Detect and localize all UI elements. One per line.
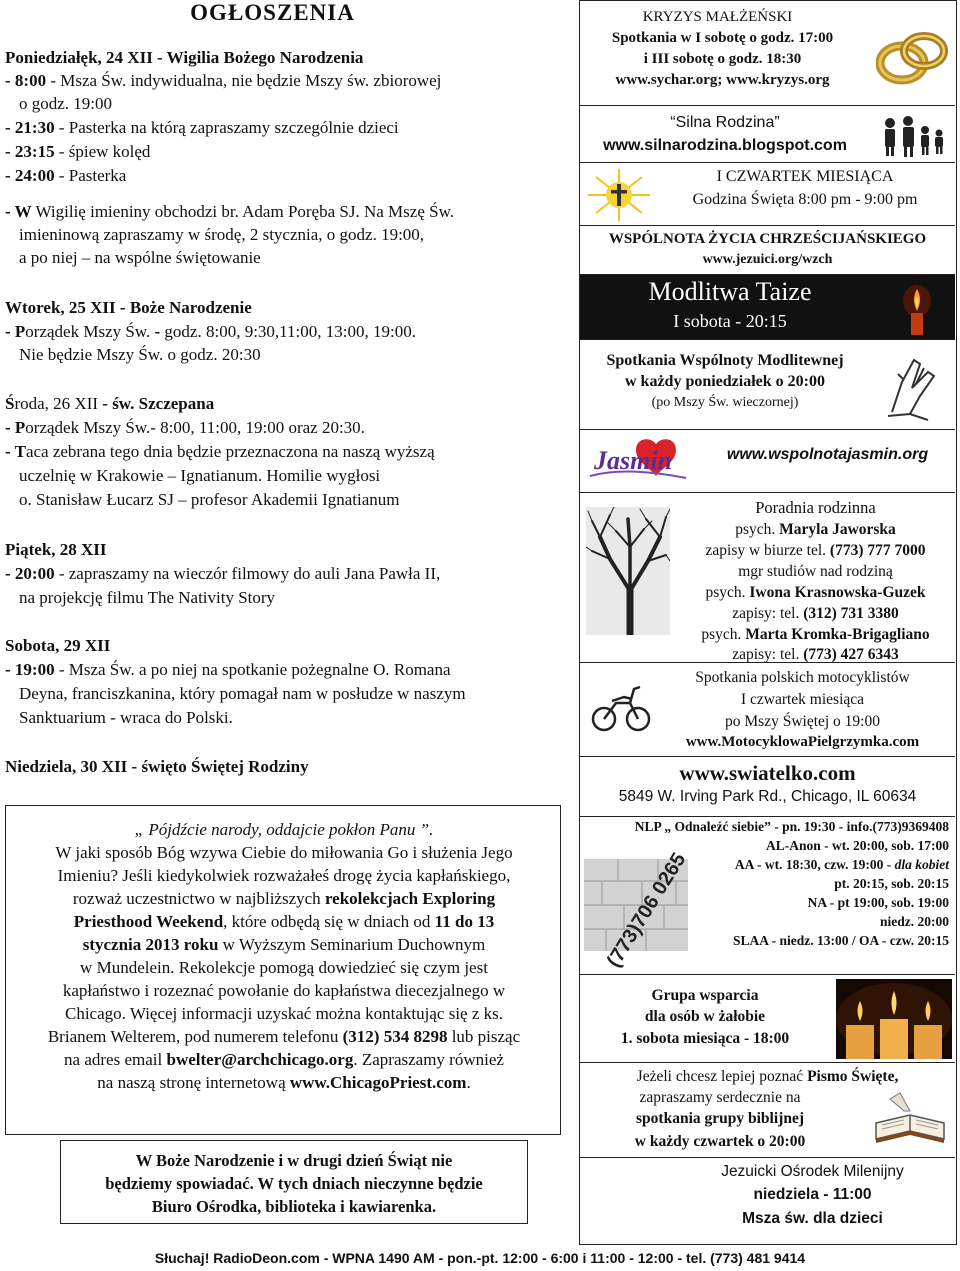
quote-box-line: Priesthood Weekend, które odbędą się w dniach od 11 do 13 (73, 912, 495, 931)
taize-time: I sobota - 20:15 (673, 311, 787, 331)
email-link[interactable]: bwelter@archchicago.org (166, 1050, 354, 1069)
quote-box-line: w Mundelein. Rekolekcje pomogą dowiedzieć się czym jest (80, 958, 488, 977)
poradnia-title: Poradnia rodzinna (755, 498, 876, 517)
na-line-cont: niedz. 20:00 (880, 914, 949, 929)
alanon-line: AL-Anon - wt. 20:00, sob. 17:00 (765, 838, 949, 853)
quote-box-line: na naszą stronę internetową www.ChicagoPriest.com. (97, 1073, 471, 1092)
notice-line: będziemy spowiadać. W tych dniach nieczynne będzie (105, 1174, 483, 1193)
kryzys-section (580, 1, 955, 106)
kryzys-links[interactable]: www.sychar.org; www.kryzys.org (615, 72, 830, 88)
quote-box-line: Imieniu? Jeśli kiedykolwiek rozważałeś drogę życia kapłańskiego, (57, 866, 511, 885)
czwartek-time: Godzina Święta 8:00 pm - 9:00 pm (692, 191, 918, 208)
kryzys-title: KRYZYS MAŁŻEŃSKI (642, 9, 793, 25)
czwartek-title: I CZWARTEK MIESIĄCA (716, 168, 894, 185)
monday-item-5: - W Wigilię imieniny obchodzi br. Adam Poręba SJ. Na Mszę Św. (5, 202, 454, 221)
grupa-line: 1. sobota miesiąca - 18:00 (620, 1030, 790, 1047)
sunday-heading: Niedziela, 30 XII - święto Świętej Rodziny (5, 757, 309, 776)
wedding-rings-icon (876, 13, 950, 95)
quote-box-line: stycznia 2013 roku w Wyższym Seminarium Duchownym (82, 935, 486, 954)
czwartek-section (580, 163, 955, 226)
poradnia-line: psych. Marta Kromka-Brigagliano (701, 626, 930, 643)
monday-item-3: - 23:15 - śpiew kolęd (5, 142, 151, 161)
monday-item-1-cont: o godz. 19:00 (19, 94, 113, 113)
motorcycle-icon (590, 679, 652, 737)
pismo-line: Jeżeli chcesz lepiej poznać Pismo Święte, (636, 1068, 899, 1085)
wzch-title: WSPÓLNOTA ŻYCIA CHRZEŚCIJAŃSKIEGO (608, 231, 927, 247)
moto-line: Spotkania polskich motocyklistów (695, 669, 910, 686)
sun-icon (584, 167, 654, 223)
friday-item-1-cont: na projekcję filmu The Nativity Story (19, 588, 276, 607)
swiatelko-link[interactable]: www.swiatelko.com (679, 761, 856, 785)
poradnia-line: mgr studiów nad rodziną (738, 563, 893, 580)
ads-column (579, 0, 957, 1245)
moto-line: po Mszy Świętej o 19:00 (725, 713, 880, 730)
jasmin-section (580, 430, 955, 493)
moto-link[interactable]: www.MotocyklowaPielgrzymka.com (685, 734, 920, 750)
quote-box-line: kapłaństwo i rozeznać powołanie do kapłaństwa diecezjalnego w (62, 981, 506, 1000)
grupa-wsparcia-section (580, 975, 955, 1063)
chicagopriest-link[interactable]: www.ChicagoPriest.com (289, 1073, 467, 1092)
saturday-heading: Sobota, 29 XII (5, 636, 111, 655)
tuesday-heading: Wtorek, 25 XII - Boże Narodzenie (5, 298, 252, 317)
wednesday-item-1: - Porządek Mszy Św.- 8:00, 11:00, 19:00 oraz 20:30. (5, 418, 365, 437)
pismo-line: w każdy czwartek o 20:00 (634, 1133, 806, 1150)
quote-box-line: Chicago. Więcej informacji uzyskać można kontaktując się z ks. (64, 1004, 503, 1023)
monday-item-5-cont2: a po niej – na wspólne świętowanie (19, 248, 261, 267)
wednesday-heading: Środa, 26 XII - św. Szczepana (5, 394, 215, 413)
quote-box-line: na adres email bwelter@archchicago.org. Zapraszamy również (64, 1050, 504, 1069)
monday-heading: Poniedziałęk, 24 XII - Wigilia Bożego Narodzenia (5, 48, 364, 67)
quote-line: „ Pójdźcie narody, oddajcie pokłon Panu ”. (134, 820, 434, 839)
quote-box-line: W jaki sposób Bóg wzywa Ciebie do miłowania Go i służenia Jego (55, 843, 513, 862)
poradnia-line: zapisy: tel. (312) 731 3380 (732, 605, 899, 622)
modlitewna-line: w każdy poniedziałek o 20:00 (624, 373, 825, 390)
family-icon (880, 114, 950, 158)
quote-box-line: rozważ uczestnictwo w najbliższych rekolekcjach Exploring (72, 889, 496, 908)
poradnia-line: zapisy w biurze tel. (773) 777 7000 (705, 542, 926, 559)
confession-notice-box (60, 1140, 528, 1224)
monday-item-4: - 24:00 - Pasterka (5, 166, 127, 185)
support-groups-section (580, 817, 955, 975)
candles-image (836, 979, 952, 1059)
friday-item-1: - 20:00 - zapraszamy na wieczór filmowy do auli Jana Pawła II, (5, 564, 441, 583)
quote-box-line: Brianem Welterem, pod numerem telefonu (312) 534 8298 lub pisząc (47, 1027, 521, 1046)
candle-icon (892, 281, 942, 335)
jom-line: Msza św. dla dzieci (742, 1210, 883, 1227)
poradnia-line: zapisy: tel. (773) 427 6343 (732, 646, 899, 663)
saturday-item-1-cont: Deyna, franciszkanina, który pomagał nam w posłudze w naszym (19, 684, 466, 703)
jasmin-logo-text: Jasmin (594, 446, 673, 475)
phone-number-diagonal: (773)706 0265 (602, 849, 691, 972)
wednesday-item-2: - Taca zebrana tego dnia będzie przeznaczona na naszą wyższą (5, 442, 435, 461)
taize-section (580, 275, 955, 340)
tuesday-item-1-cont: Nie będzie Mszy Św. o godz. 20:30 (19, 345, 261, 364)
wzch-section (580, 226, 955, 275)
bible-icon (870, 1089, 950, 1149)
tree-image (586, 507, 670, 635)
wednesday-item-2-cont: uczelnię w Krakowie – Ignatianum. Homilie wygłosi (19, 466, 381, 485)
pismo-line: zapraszamy serdecznie na (639, 1089, 801, 1106)
aa-line: AA - wt. 18:30, czw. 19:00 - dla kobiet (734, 857, 949, 872)
monday-item-5-cont: imieninową zapraszamy w środę, 2 stycznia, o godz. 19:00, (19, 225, 425, 244)
praying-hands-icon (870, 352, 950, 422)
kryzys-line: i III sobotę o godz. 18:30 (643, 51, 802, 67)
na-line: NA - pt 19:00, sob. 19:00 (807, 895, 949, 910)
page-title: OGŁOSZENIA (190, 0, 355, 25)
kryzys-line: Spotkania w I sobotę o godz. 17:00 (611, 30, 834, 46)
saturday-item-1: - 19:00 - Msza Św. a po niej na spotkanie pożegnalne O. Romana (5, 660, 451, 679)
monday-item-2: - 21:30 - Pasterka na którą zapraszamy szczególnie dzieci (5, 118, 399, 137)
poradnia-line: psych. Iwona Krasnowska-Guzek (705, 584, 926, 601)
pismo-section (580, 1063, 955, 1158)
moto-line: I czwartek miesiąca (740, 691, 865, 708)
taize-title: Modlitwa Taize (648, 277, 812, 306)
grupa-line: dla osób w żałobie (644, 1008, 766, 1025)
modlitewna-line: Spotkania Wspólnoty Modlitewnej (606, 352, 844, 369)
friday-heading: Piątek, 28 XII (5, 540, 107, 559)
pismo-line: spotkania grupy biblijnej (636, 1110, 804, 1127)
poradnia-line: psych. Maryla Jaworska (735, 521, 896, 538)
radio-footer: Słuchaj! RadioDeon.com - WPNA 1490 AM - pon.-pt. 12:00 - 6:00 i 11:00 - 12:00 - tel. (773) 481 9414 (154, 1250, 806, 1266)
monday-item-1: - 8:00 - Msza Św. indywidualna, nie będzie Mszy św. zbiorowej (5, 71, 442, 90)
moto-section (580, 663, 955, 757)
wednesday-item-2-cont2: o. Stanisław Łucarz SJ – profesor Akademii Ignatianum (19, 490, 400, 509)
notice-line: Biuro Ośrodka, biblioteka i kawiarenka. (151, 1197, 437, 1216)
nlp-line: NLP „ Odnaleźć siebie” - pn. 19:30 - info.(773)9369408 (634, 819, 949, 834)
silna-rodzina-title: “Silna Rodzina” (670, 114, 780, 131)
priesthood-weekend-box (5, 805, 561, 1135)
modlitewna-note: (po Mszy Św. wieczornej) (651, 395, 799, 410)
swiatelko-address: 5849 W. Irving Park Rd., Chicago, IL 60634 (618, 788, 917, 805)
jom-section (580, 1158, 955, 1244)
aa-line-cont: pt. 20:15, sob. 20:15 (834, 876, 949, 891)
jom-line: niedziela - 11:00 (753, 1186, 872, 1203)
silna-rodzina-link[interactable]: www.silnarodzina.blogspot.com (603, 137, 847, 154)
slaa-line: SLAA - niedz. 13:00 / OA - czw. 20:15 (733, 933, 949, 948)
poradnia-section (580, 493, 955, 663)
modlitewna-section (580, 340, 955, 430)
saturday-item-1-cont2: Sanktuarium - wraca do Polski. (19, 708, 233, 727)
swiatelko-section (580, 757, 955, 817)
jasmin-link[interactable]: www.wspolnotajasmin.org (726, 446, 929, 463)
tuesday-item-1: - Porządek Mszy Św. - godz. 8:00, 9:30,11:00, 13:00, 19:00. (5, 322, 416, 341)
wzch-link[interactable]: www.jezuici.org/wzch (702, 252, 833, 267)
silna-rodzina-section (580, 106, 955, 163)
grupa-line: Grupa wsparcia (651, 987, 759, 1004)
notice-line: W Boże Narodzenie i w drugi dzień Świąt nie (135, 1151, 453, 1170)
jom-line: Jezuicki Ośrodek Milenijny (721, 1163, 904, 1180)
